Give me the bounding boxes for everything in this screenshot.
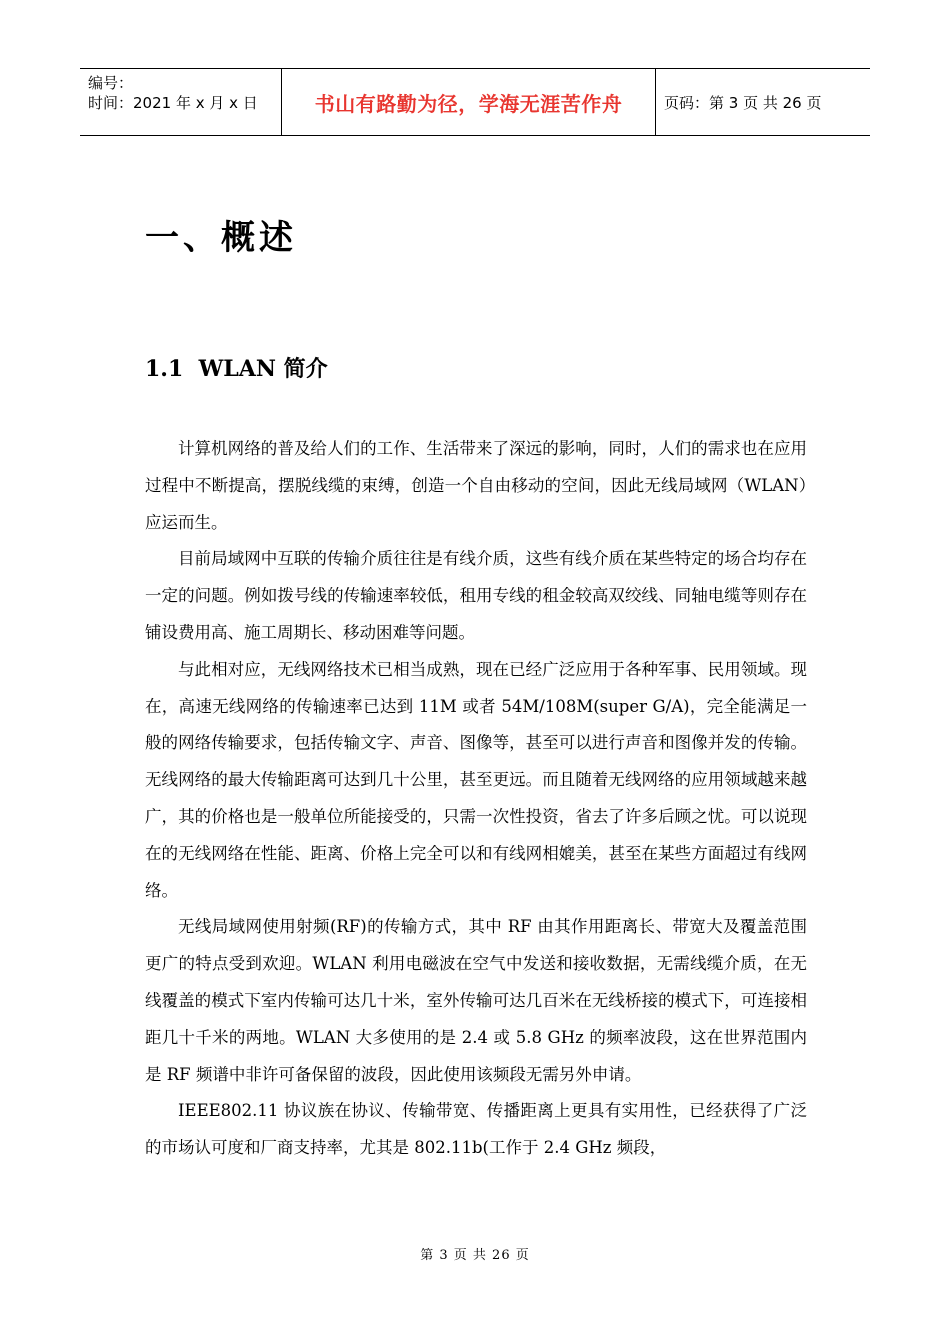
paragraph: 无线局域网使用射频(RF)的传输方式，其中 RF 由其作用距离长、带宽大及覆盖范围更广的特点受到欢迎。WLAN 利用电磁波在空气中发送和接收数据，无需线缆介质，在无线覆盖的模式下室内传输可达几十米，室外传输可达几百米在无线桥接的模式下，可连接相距几十千米的两地。WLAN 大多使用的是 2.4 或 5.8 GHz 的频率波段，这在世界范围内是 RF 频谱中非许可备保留的波段，因此使用该频段无需另外申请。: [145, 917, 807, 1084]
document-number-label: 编号：: [88, 74, 134, 92]
header-motto: 书山有路勤为径，学海无涯苦作舟: [282, 69, 656, 135]
chapter-title: 一、概述: [145, 218, 297, 258]
paragraph: IEEE802.11 协议族在协议、传输带宽、传播距离上更具有实用性，已经获得了广泛的市场认可度和厂商支持率，尤其是 802.11b(工作于 2.4 GHz 频段，: [145, 1101, 807, 1158]
header-info-cell: [80, 69, 282, 135]
section-title: 1.1 WLAN 简介: [145, 356, 328, 382]
page-header: [80, 68, 870, 136]
paragraph: 目前局域网中互联的传输介质往往是有线介质，这些有线介质在某些特定的场合均存在一定的问题。例如拨号线的传输速率较低，租用专线的租金较高双绞线、同轴电缆等则存在铺设费用高、施工周期长、移动困难等问题。: [145, 549, 807, 642]
page-footer: 第 3 页 共 26 页: [420, 1248, 530, 1263]
document-date: 时间：2021 年 x 月 x 日: [88, 94, 258, 112]
body-text: [145, 431, 807, 1167]
paragraph: 计算机网络的普及给人们的工作、生活带来了深远的影响，同时，人们的需求也在应用过程中不断提高，摆脱线缆的束缚，创造一个自由移动的空间，因此无线局域网（WLAN）应运而生。: [145, 439, 807, 532]
header-page-code: 页码：第 3 页 共 26 页: [664, 93, 822, 112]
paragraph: 与此相对应，无线网络技术已相当成熟，现在已经广泛应用于各种军事、民用领域。现在，高速无线网络的传输速率已达到 11M 或者 54M/108M(super G/A)，完全能满足一般的网络传输要求，包括传输文字、声音、图像等，甚至可以进行声音和图像并发的传输。无线网络的最大传输距离可达到几十公里，甚至更远。而且随着无线网络的应用领域越来越广，其的价格也是一般单位所能接受的，只需一次性投资，省去了许多后顾之忧。可以说现在的无线网络在性能、距离、价格上完全可以和有线网相媲美，甚至在某些方面超过有线网络。: [145, 659, 807, 900]
